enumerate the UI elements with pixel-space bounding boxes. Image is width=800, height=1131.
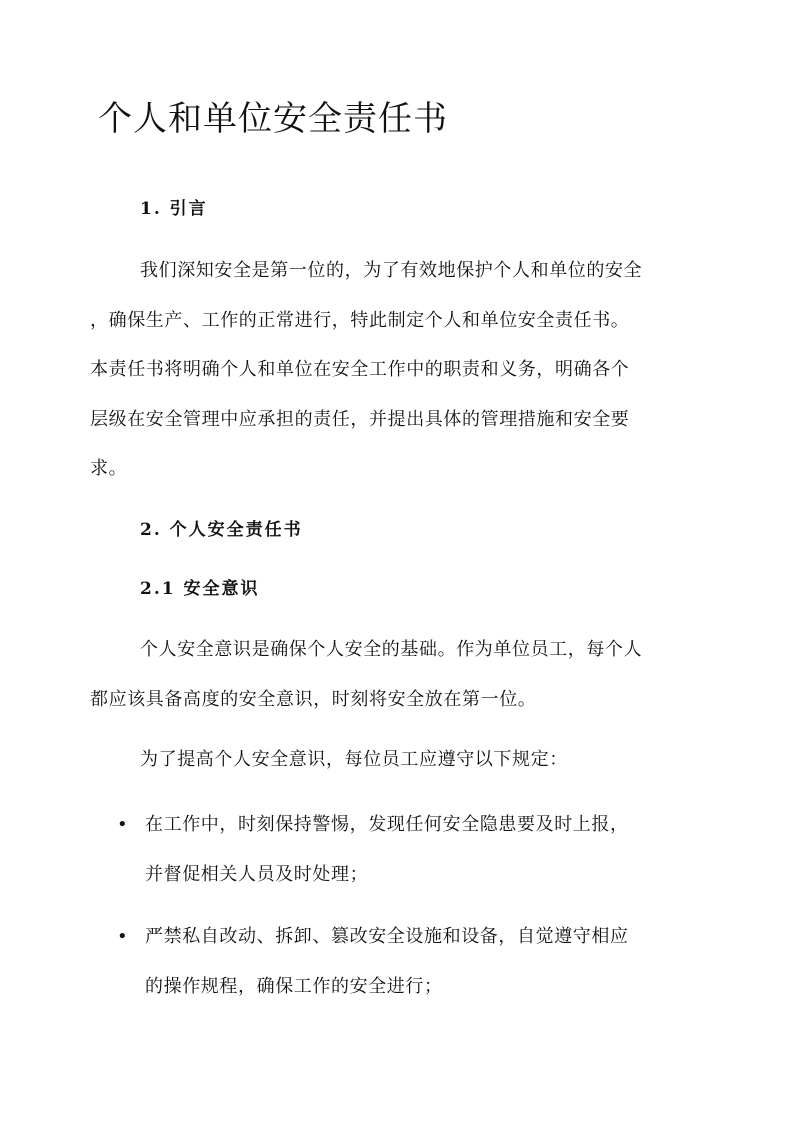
list-item-line: 并督促相关人员及时处理； [145, 863, 369, 885]
section-heading-introduction: 1. 引言 [140, 199, 208, 219]
section-heading-safety-awareness: 2.1 安全意识 [140, 579, 260, 599]
list-item-line: 严禁私自改动、拆卸、篡改安全设施和设备，自觉遵守相应 [145, 926, 629, 947]
paragraph-line: 我们深知安全是第一位的，为了有效地保护个人和单位的安全 [140, 260, 643, 281]
document-title: 个人和单位安全责任书 [98, 99, 448, 139]
paragraph-line: 本责任书将明确个人和单位在安全工作中的职责和义务，明确各个 [90, 359, 630, 380]
paragraph-line: ，确保生产、工作的正常进行，特此制定个人和单位安全责任书。 [90, 309, 630, 331]
list-item-line: 的操作规程，确保工作的安全进行； [145, 975, 443, 997]
rules-intro-paragraph [90, 735, 702, 785]
bullet-icon: • [117, 814, 129, 835]
safety-awareness-paragraph [90, 625, 702, 724]
paragraph-line: 个人安全意识是确保个人安全的基础。作为单位员工，每个人 [140, 639, 643, 660]
paragraph-line: 层级在安全管理中应承担的责任，并提出具体的管理措施和安全要 [90, 408, 630, 430]
section-heading-personal-responsibility: 2. 个人安全责任书 [140, 520, 303, 540]
paragraph-line: 为了提高个人安全意识，每位员工应遵守以下规定： [140, 749, 568, 770]
list-item-text [145, 800, 707, 899]
list-item-text [145, 912, 707, 1011]
list-item-line: 在工作中，时刻保持警惕，发现任何安全隐患要及时上报， [145, 814, 629, 835]
introduction-paragraph [90, 246, 702, 494]
list-item [117, 912, 707, 1011]
bullet-icon: • [117, 926, 129, 947]
paragraph-line: 都应该具备高度的安全意识，时刻将安全放在第一位。 [90, 688, 537, 710]
list-item [117, 800, 707, 899]
paragraph-line: 求。 [90, 458, 128, 479]
